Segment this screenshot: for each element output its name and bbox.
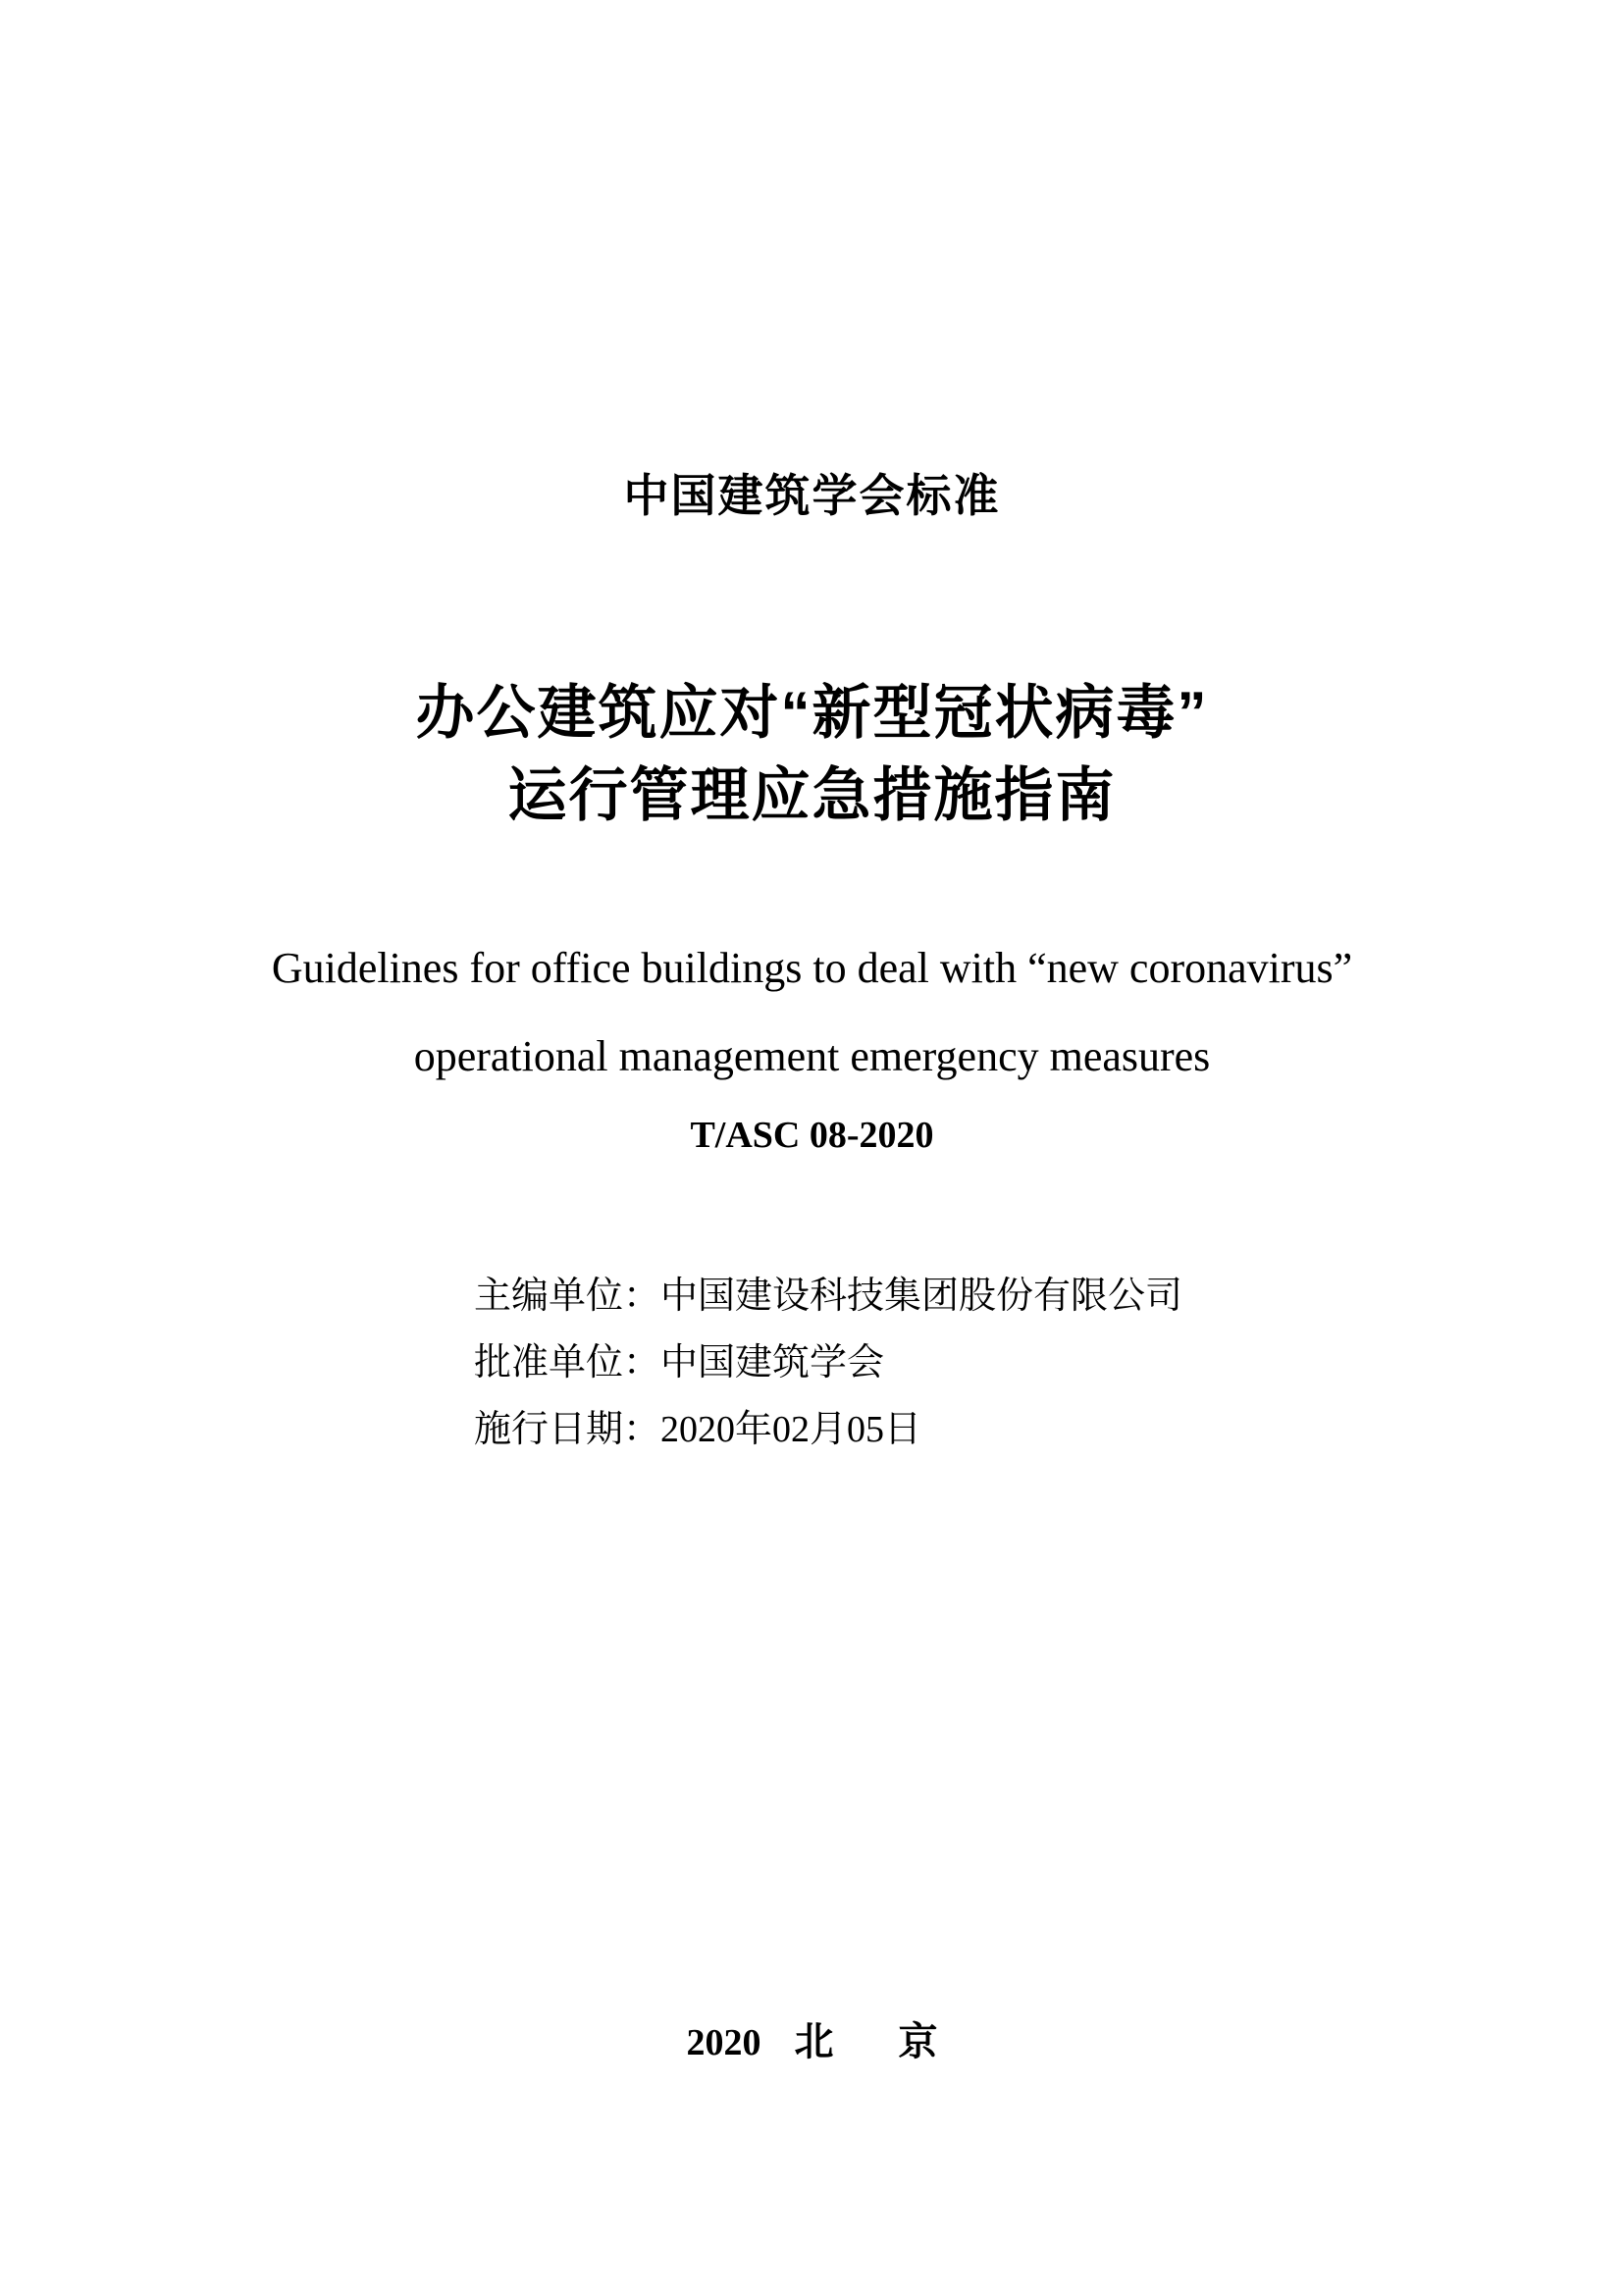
chief-editor-value: 中国建设科技集团股份有限公司: [660, 1276, 1183, 1317]
approval-org-row: [474, 1330, 1182, 1396]
publication-info: [474, 1263, 1182, 1463]
approval-org-value: 中国建筑学会: [660, 1342, 885, 1383]
effective-date-label: 施行日期：: [474, 1409, 661, 1450]
standard-number: T/ASC 08-2020: [690, 1115, 934, 1156]
city-char-bei: 北: [794, 2020, 834, 2063]
publication-year: 2020: [686, 2022, 761, 2063]
effective-date-value: 2020年02月05日: [660, 1409, 922, 1450]
approval-org-label: 批准单位：: [474, 1342, 661, 1383]
chief-editor-row: [474, 1263, 1182, 1330]
english-title-line-1: Guidelines for office buildings to deal with “new coronavirus”: [271, 944, 1353, 992]
title-line-2: 运行管理应急措施指南: [507, 762, 1117, 828]
city-char-jing: 京: [898, 2020, 938, 2063]
document-title-chinese: [0, 672, 1624, 837]
document-title-english: [0, 939, 1624, 1116]
effective-date-row: [474, 1396, 1182, 1463]
chief-editor-label: 主编单位：: [474, 1276, 661, 1317]
title-line-1: 办公建筑应对“新型冠状病毒”: [415, 680, 1209, 746]
standard-org-label: 中国建筑学会标准: [623, 470, 1001, 521]
imprint-line: [0, 2018, 1624, 2074]
english-title-line-2: operational management emergency measures: [413, 1032, 1211, 1080]
